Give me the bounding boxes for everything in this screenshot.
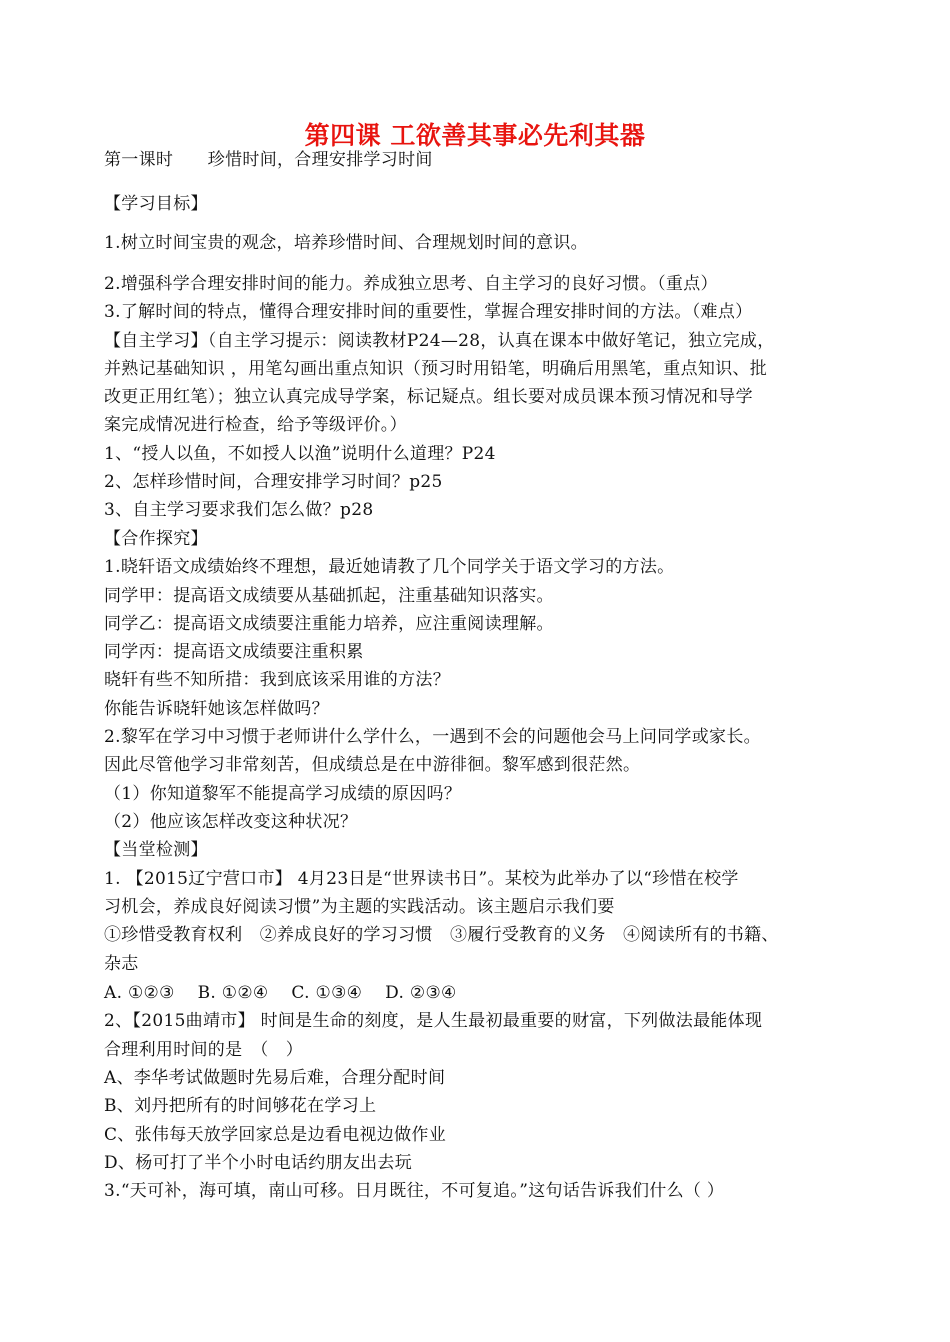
test-question-3: 3.“天可补，海可填，南山可移。日月既往，不可复追。”这句话告诉我们什么（ ） xyxy=(104,1181,725,1201)
question-2: 2、怎样珍惜时间，合理安排学习时间？p25 xyxy=(104,472,443,492)
test-question-1: 1. 【2015辽宁营口市】 4月23日是“世界读书日”。某校为此举办了以“珍惜在校学 xyxy=(104,869,739,889)
lesson-subtitle: 第一课时 珍惜时间，合理安排学习时间 xyxy=(104,150,433,170)
lesson-title: 第四课 工欲善其事必先利其器 xyxy=(304,121,646,150)
self-study-text: 改更正用红笔）；独立认真完成导学案，标记疑点。组长要对成员课本预习情况和导学 xyxy=(104,387,753,407)
self-study-text: 案完成情况进行检查，给予等级评价。） xyxy=(104,415,407,435)
test-option-d: D、杨可打了半个小时电话约朋友出去玩 xyxy=(104,1153,413,1173)
section-heading-self-study: 【自主学习】（自主学习提示：阅读教材P24—28，认真在课本中做好笔记，独立完成， xyxy=(104,331,775,351)
test-question-1-line: 习机会，养成良好阅读习惯”为主题的实践活动。该主题启示我们要 xyxy=(104,897,615,917)
question-1: 1、“授人以鱼，不如授人以渔”说明什么道理？P24 xyxy=(104,444,496,464)
section-heading-objectives: 【学习目标】 xyxy=(104,194,208,214)
test-question-1-options: ①珍惜受教育权利 ②养成良好的学习习惯 ③履行受教育的义务 ④阅读所有的书籍、 xyxy=(104,925,779,945)
objective-1: 1.树立时间宝贵的观念，培养珍惜时间、合理规划时间的意识。 xyxy=(104,233,588,253)
question-3: 3、自主学习要求我们怎么做？p28 xyxy=(104,500,374,520)
case-1-line: 同学甲：提高语文成绩要从基础抓起，注重基础知识落实。 xyxy=(104,586,554,606)
test-question-1-options: 杂志 xyxy=(104,954,139,974)
test-option-b: B、刘丹把所有的时间够花在学习上 xyxy=(104,1096,377,1116)
section-heading-test: 【当堂检测】 xyxy=(104,840,208,860)
objective-2: 2.增强科学合理安排时间的能力。养成独立思考、自主学习的良好习惯。（重点） xyxy=(104,274,718,294)
case-2-question-1: （1）你知道黎军不能提高学习成绩的原因吗？ xyxy=(104,784,462,804)
test-question-2-line: 合理利用时间的是 （ ） xyxy=(104,1040,304,1060)
test-question-2: 2、【2015曲靖市】 时间是生命的刻度，是人生最初最重要的财富，下列做法最能体现 xyxy=(104,1011,763,1031)
case-1-line: 同学乙：提高语文成绩要注重能力培养，应注重阅读理解。 xyxy=(104,614,554,634)
test-question-1-choices: A. ①②③ B. ①②④ C. ①③④ D. ②③④ xyxy=(104,983,457,1003)
test-option-a: A、李华考试做题时先易后难，合理分配时间 xyxy=(104,1068,446,1088)
case-2-question-2: （2）他应该怎样改变这种状况？ xyxy=(104,812,358,832)
objective-3: 3.了解时间的特点，懂得合理安排时间的重要性，掌握合理安排时间的方法。（难点） xyxy=(104,302,753,322)
self-study-text: 并熟记基础知识 ，用笔勾画出重点知识（预习时用铅笔，明确后用黑笔，重点知识、批 xyxy=(104,359,768,379)
section-heading-cooperation: 【合作探究】 xyxy=(104,529,208,549)
case-2-line: 因此尽管他学习非常刻苦，但成绩总是在中游徘徊。黎军感到很茫然。 xyxy=(104,755,641,775)
case-1-line: 你能告诉晓轩她该怎样做吗？ xyxy=(104,699,329,719)
case-1-line: 同学丙：提高语文成绩要注重积累 xyxy=(104,642,364,662)
test-option-c: C、张伟每天放学回家总是边看电视边做作业 xyxy=(104,1125,447,1145)
case-1-line: 晓轩有些不知所措：我到底该采用谁的方法？ xyxy=(104,670,450,690)
case-2: 2.黎军在学习中习惯于老师讲什么学什么，一遇到不会的问题他会马上问同学或家长。 xyxy=(104,727,761,747)
case-1: 1.晓轩语文成绩始终不理想，最近她请教了几个同学关于语文学习的方法。 xyxy=(104,557,675,577)
